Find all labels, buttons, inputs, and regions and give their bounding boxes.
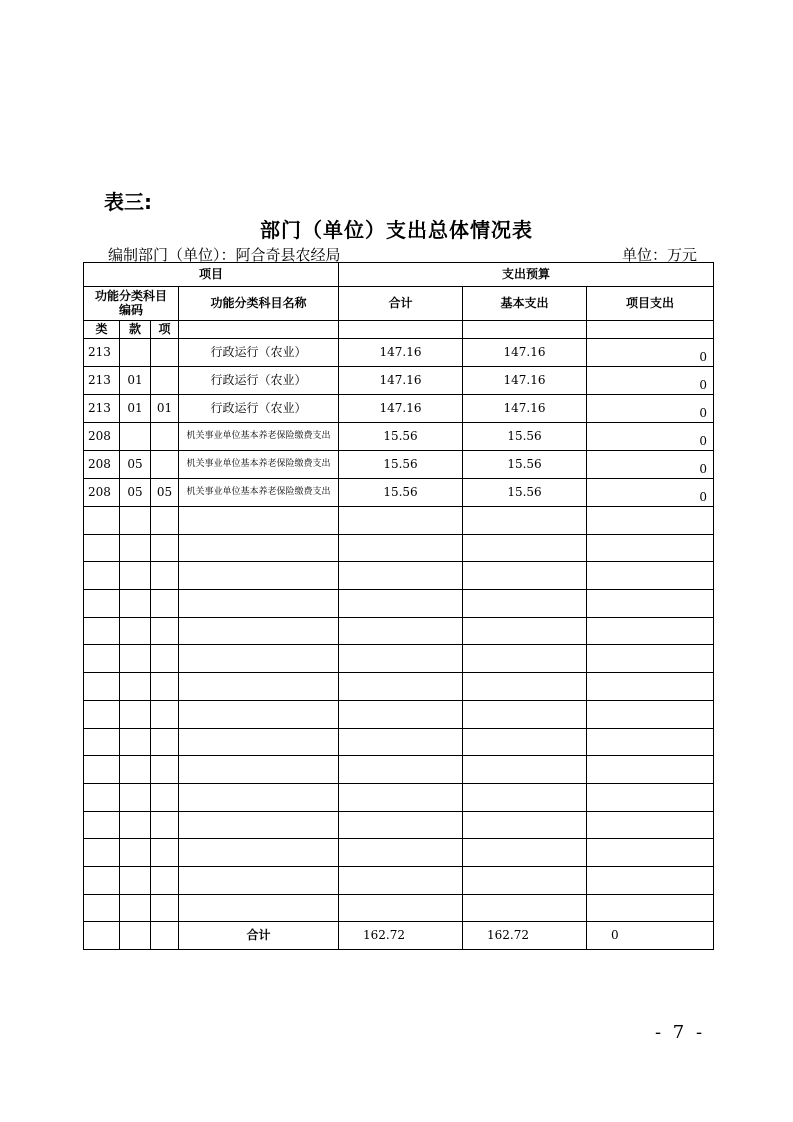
cell-project: 0 [587, 339, 714, 367]
table-row [84, 451, 714, 479]
header-project: 项目 [84, 263, 339, 287]
empty-row [84, 811, 714, 839]
header-lei: 类 [84, 321, 120, 339]
page-title: 部门（单位）支出总体情况表 [260, 218, 533, 242]
empty-row [84, 617, 714, 645]
total-basic: 162.72 [463, 922, 587, 950]
cell-xiang: 01 [151, 395, 179, 423]
cell-lei: 208 [84, 479, 120, 507]
cell-kuan: 01 [120, 367, 151, 395]
cell-project: 0 [587, 423, 714, 451]
cell-xiang [151, 423, 179, 451]
empty-row [84, 507, 714, 535]
org-line: 编制部门（单位）：阿合奇县农经局 [108, 246, 341, 264]
header-name: 功能分类科目名称 [179, 287, 339, 321]
cell-project: 0 [587, 395, 714, 423]
cell-lei: 208 [84, 423, 120, 451]
header-code-group: 功能分类科目编码 [84, 287, 179, 321]
empty-row [84, 866, 714, 894]
total-total: 162.72 [339, 922, 463, 950]
table-label: 表三: [104, 190, 152, 214]
empty-row [84, 645, 714, 673]
header-basic: 基本支出 [463, 287, 587, 321]
cell-kuan: 05 [120, 451, 151, 479]
cell-xiang [151, 367, 179, 395]
empty-row [84, 700, 714, 728]
cell-total: 15.56 [339, 451, 463, 479]
cell-total: 147.16 [339, 339, 463, 367]
header-kuan: 款 [120, 321, 151, 339]
cell-project: 0 [587, 479, 714, 507]
table-row [84, 479, 714, 507]
cell-total: 147.16 [339, 367, 463, 395]
page-number: - 7 - [655, 1022, 706, 1043]
cell-lei: 213 [84, 367, 120, 395]
header-budget: 支出预算 [339, 263, 714, 287]
cell-kuan [120, 423, 151, 451]
cell-lei: 208 [84, 451, 120, 479]
total-project: 0 [587, 922, 714, 950]
empty-row [84, 839, 714, 867]
cell-xiang [151, 339, 179, 367]
cell-kuan [120, 339, 151, 367]
cell-xiang [151, 451, 179, 479]
cell-basic: 147.16 [463, 395, 587, 423]
cell-total: 147.16 [339, 395, 463, 423]
cell-basic: 15.56 [463, 423, 587, 451]
table-row [84, 339, 714, 367]
cell-total: 15.56 [339, 479, 463, 507]
cell-name: 行政运行（农业） [179, 339, 339, 367]
cell-basic: 15.56 [463, 479, 587, 507]
cell-basic: 15.56 [463, 451, 587, 479]
cell-name: 行政运行（农业） [179, 367, 339, 395]
empty-row [84, 756, 714, 784]
total-label: 合计 [179, 922, 339, 950]
table-row [84, 395, 714, 423]
cell-project: 0 [587, 367, 714, 395]
cell-name: 行政运行（农业） [179, 395, 339, 423]
cell-kuan: 01 [120, 395, 151, 423]
cell-xiang: 05 [151, 479, 179, 507]
empty-row [84, 590, 714, 618]
empty-row [84, 534, 714, 562]
table-row [84, 423, 714, 451]
header-row-1 [84, 263, 714, 287]
header-xiang: 项 [151, 321, 179, 339]
cell-basic: 147.16 [463, 339, 587, 367]
cell-name: 机关事业单位基本养老保险缴费支出 [179, 479, 339, 507]
empty-row [84, 783, 714, 811]
header-total: 合计 [339, 287, 463, 321]
header-row-2 [84, 287, 714, 321]
cell-lei: 213 [84, 395, 120, 423]
empty-row [84, 894, 714, 922]
cell-name: 机关事业单位基本养老保险缴费支出 [179, 423, 339, 451]
cell-project: 0 [587, 451, 714, 479]
unit-line: 单位：万元 [621, 246, 697, 264]
cell-total: 15.56 [339, 423, 463, 451]
empty-row [84, 728, 714, 756]
cell-kuan: 05 [120, 479, 151, 507]
header-row-3 [84, 321, 714, 339]
total-row [84, 922, 714, 950]
header-project-exp: 项目支出 [587, 287, 714, 321]
table-row [84, 367, 714, 395]
cell-lei: 213 [84, 339, 120, 367]
cell-name: 机关事业单位基本养老保险缴费支出 [179, 451, 339, 479]
cell-basic: 147.16 [463, 367, 587, 395]
empty-row [84, 562, 714, 590]
budget-table [83, 262, 714, 950]
empty-row [84, 673, 714, 701]
